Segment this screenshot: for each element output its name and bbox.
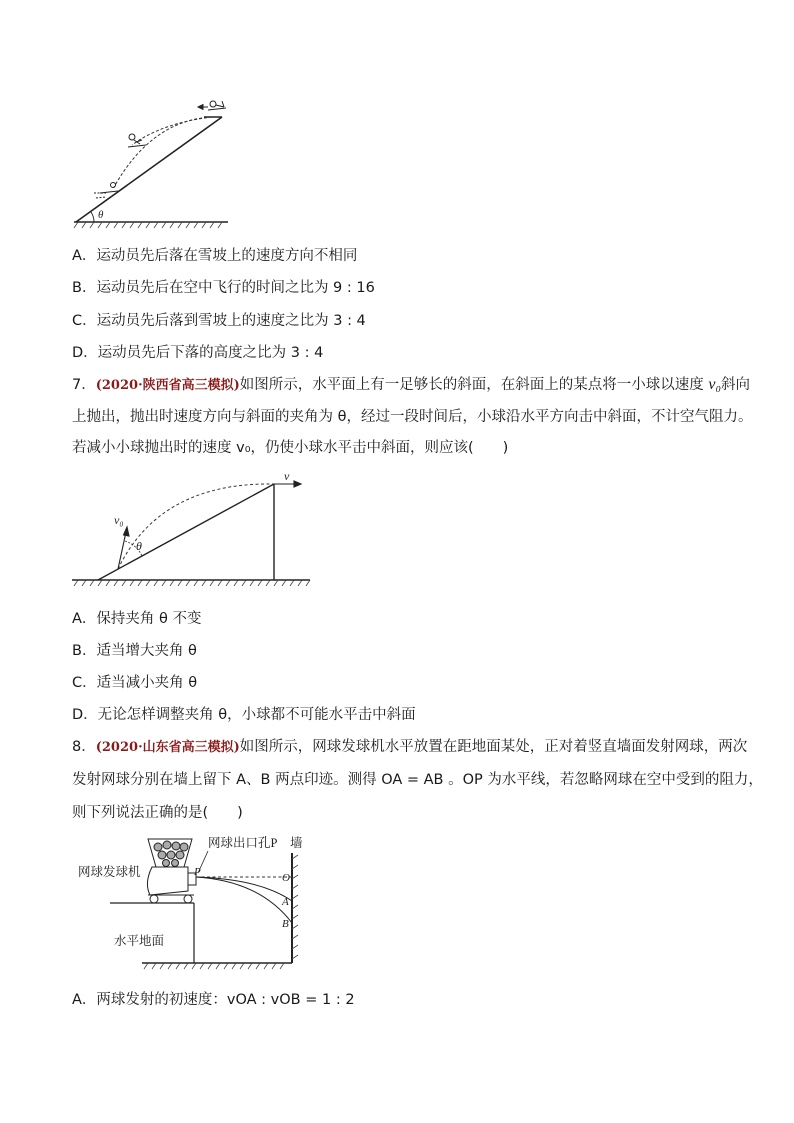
- trajectory-long: [114, 117, 212, 187]
- q7-line1-b: 斜向: [721, 377, 751, 393]
- q7-option-d: D．无论怎样调整夹角 θ，小球都不可能水平击中斜面: [72, 707, 416, 723]
- q7-source: (2020·陕西省高三模拟): [95, 378, 240, 393]
- q7-option-c: C．适当减小夹角 θ: [72, 675, 198, 691]
- machine-body: [147, 867, 196, 903]
- p-label: P: [194, 866, 201, 878]
- ski-slope-figure: [72, 95, 232, 230]
- q6-option-c: C．运动员先后落到雪坡上的速度之比为 3 : 4: [72, 313, 366, 329]
- incline-figure: [70, 470, 315, 592]
- q6-option-a: A．运动员先后落在雪坡上的速度方向不相同: [72, 248, 358, 264]
- tennis-machine-figure: [70, 833, 320, 973]
- ground-hatch: [74, 580, 310, 586]
- machine-label: 网球发球机: [78, 865, 141, 879]
- q8-source: (2020·山东省高三模拟): [95, 740, 240, 755]
- ground-label: 水平地面: [114, 934, 165, 948]
- angle-arc: [91, 212, 94, 222]
- support-block: [110, 903, 194, 963]
- q7-option-b: B．适当增大夹角 θ: [72, 643, 197, 659]
- outlet-label: 网球出口孔P: [208, 836, 278, 850]
- q7-number: 7．: [72, 377, 96, 393]
- q7-stem-line1: [72, 375, 750, 396]
- v-label: v: [284, 470, 290, 483]
- q8-stem-line3: 则下列说法正确的是( ): [72, 805, 243, 821]
- q7-stem-line2: 上抛出，抛出时速度方向与斜面的夹角为 θ，经过一段时间后，小球沿水平方向击中斜面，不计空气阻力。: [72, 409, 753, 425]
- theta-label: θ: [98, 209, 104, 221]
- q8-line1: 如图所示，网球发球机水平放置在距地面某处，正对着竖直墙面发射网球，两次: [239, 739, 748, 755]
- arrow-left-icon: [198, 105, 208, 110]
- slope-line: [76, 117, 222, 222]
- a-label: A: [282, 896, 289, 908]
- q6-option-d: D．运动员先后下落的高度之比为 3 : 4: [72, 345, 324, 361]
- b-label: B: [282, 918, 289, 930]
- wall-label: 墙: [290, 836, 303, 850]
- trajectory-short: [132, 117, 212, 145]
- hopper-icon: [148, 839, 192, 867]
- theta-label: θ: [136, 539, 142, 553]
- trajectory-a: [196, 877, 292, 901]
- q7-stem-line3: 若减小小球抛出时的速度 v₀，仍使小球水平击中斜面，则应该( ): [72, 440, 509, 456]
- q8-stem-line1: [72, 737, 747, 758]
- q8-stem-line2: 发射网球分别在墙上留下 A、B 两点印迹。测得 OA = AB 。OP 为水平线，若忽略网球在空中受到的阻力，: [72, 772, 763, 788]
- v0-label: v₀: [114, 513, 124, 527]
- trajectory-b: [196, 877, 292, 923]
- skier-landed-icon: [94, 183, 118, 199]
- q8-number: 8．: [72, 739, 96, 755]
- q6-option-b: B．运动员先后在空中飞行的时间之比为 9 : 16: [72, 280, 375, 296]
- q7-v0: v₀: [708, 376, 722, 393]
- v0-arrow-icon: [118, 527, 129, 569]
- skier-mid-icon: [128, 134, 146, 147]
- ground-hatch: [144, 963, 284, 969]
- ground-hatch: [74, 222, 222, 228]
- q7-option-a: A．保持夹角 θ 不变: [72, 611, 202, 627]
- q8-option-a: A．两球发射的初速度：vOA : vOB = 1 : 2: [72, 992, 355, 1008]
- skier-top-icon: [208, 101, 226, 110]
- o-label: O: [282, 872, 290, 884]
- q7-line1-a: 如图所示，水平面上有一足够长的斜面，在斜面上的某点将一小球以速度: [239, 377, 709, 393]
